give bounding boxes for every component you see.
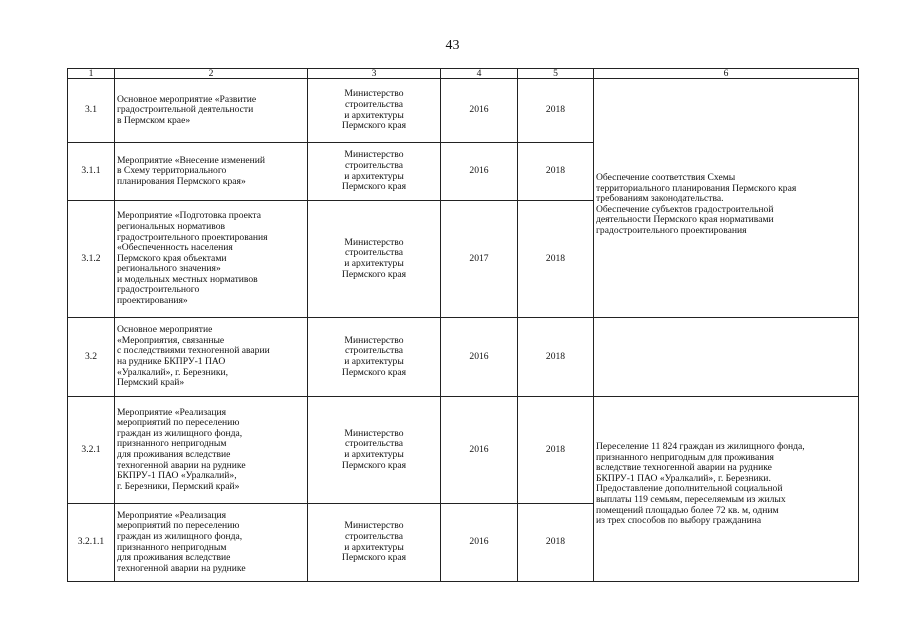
header-col-1: 1 [68,69,115,79]
header-col-5: 5 [518,69,594,79]
header-col-2: 2 [115,69,308,79]
table-row [68,79,859,143]
executor: Министерство строительства и архитектуры Пермского края [308,504,441,582]
start-year: 2016 [441,79,518,143]
header-col-3: 3 [308,69,441,79]
row-number: 3.2.1.1 [68,504,115,582]
row-number: 3.1 [68,79,115,143]
row-number: 3.1.1 [68,143,115,201]
activity-name: Основное мероприятие «Развитие градостроительной деятельности в Пермском крае» [115,79,308,143]
activity-name: Мероприятие «Внесение изменений в Схему территориального планирования Пермского края» [115,143,308,201]
start-year: 2016 [441,143,518,201]
start-year: 2017 [441,201,518,318]
executor: Министерство строительства и архитектуры Пермского края [308,79,441,143]
end-year: 2018 [518,504,594,582]
end-year: 2018 [518,143,594,201]
activity-name: Основное мероприятие «Мероприятия, связанные с последствиями техногенной аварии на руднике БКПРУ-1 ПАО «Уралкалий», г. Березники, Пермский край» [115,318,308,397]
header-col-6: 6 [594,69,859,79]
end-year: 2018 [518,397,594,504]
program-table [67,68,859,582]
table-row [68,318,859,397]
expected-results: Обеспечение соответствия Схемы территориального планирования Пермского края требованиям законодательства. Обеспечение субъектов градостроительной деятельности Пермского края нормативами градостроительного проектирования [594,79,859,318]
row-number: 3.1.2 [68,201,115,318]
start-year: 2016 [441,397,518,504]
table-row [68,397,859,504]
expected-results-empty [594,318,859,397]
executor: Министерство строительства и архитектуры Пермского края [308,201,441,318]
end-year: 2018 [518,318,594,397]
activity-name: Мероприятие «Реализация мероприятий по переселению граждан из жилищного фонда, признанного непригодным для проживания вследствие техногенной аварии на руднике БКПРУ-1 ПАО «Уралкалий», г. Березники, Пермский край» [115,397,308,504]
executor: Министерство строительства и архитектуры Пермского края [308,318,441,397]
activity-name: Мероприятие «Реализация мероприятий по переселению граждан из жилищного фонда, признанного непригодным для проживания вследствие техногенной аварии на руднике [115,504,308,582]
executor: Министерство строительства и архитектуры Пермского края [308,143,441,201]
executor: Министерство строительства и архитектуры Пермского края [308,397,441,504]
end-year: 2018 [518,79,594,143]
start-year: 2016 [441,504,518,582]
page-number: 43 [445,38,460,53]
header-col-4: 4 [441,69,518,79]
row-number: 3.2.1 [68,397,115,504]
row-number: 3.2 [68,318,115,397]
activity-name: Мероприятие «Подготовка проекта региональных нормативов градостроительного проектирования «Обеспеченность населения Пермского края объектами регионального значения» и модельных местных нормативов градостроительного проектирования» [115,201,308,318]
end-year: 2018 [518,201,594,318]
expected-results: Переселение 11 824 граждан из жилищного фонда, признанного непригодным для проживания вследствие техногенной аварии на руднике БКПРУ-1 ПАО «Уралкалий», г. Березники. Предоставление дополнительной социальной выплаты 119 семьям, переселяемым из жилых помещений площадью более 72 кв. м, одним из трех способов по выбору гражданина [594,397,859,582]
start-year: 2016 [441,318,518,397]
header-row [68,69,859,79]
